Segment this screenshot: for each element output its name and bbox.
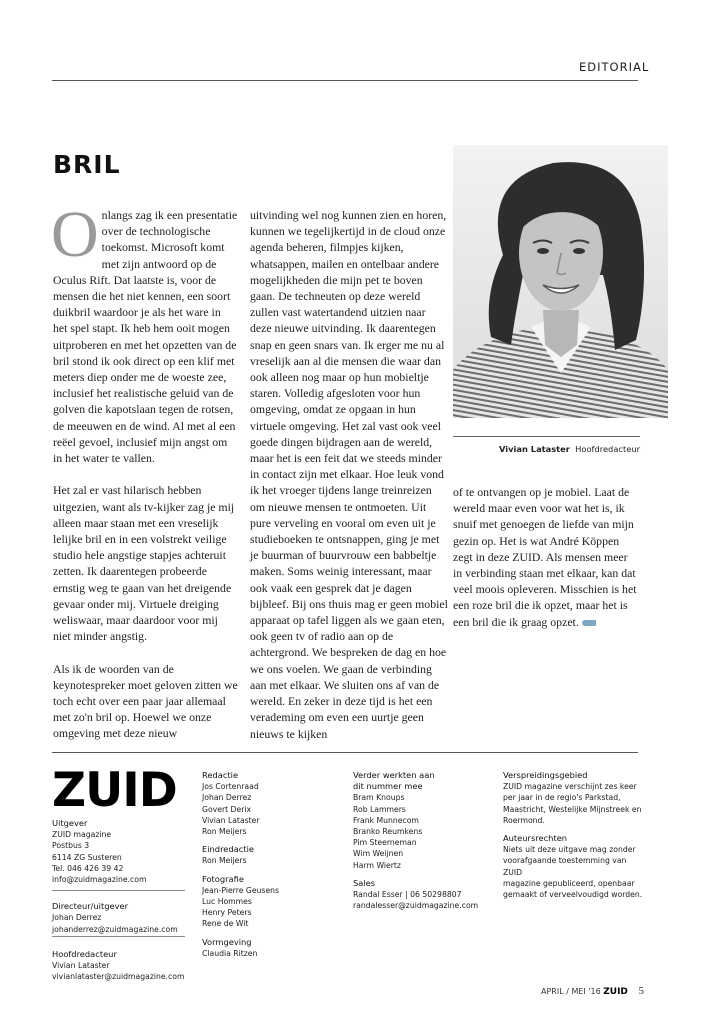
- footer-brand: ZUID: [603, 987, 628, 997]
- hoofdredacteur-line: Vivian Lataster: [52, 961, 110, 971]
- paragraph-2: Het zal er vast hilarisch hebben uitgezien, want als tv-kijker zag je mij alleen maar staan met een vreselijk lelijke bril en in een volstrekt veilige studio hele angstige stapjes achteruit zetten. Ik daarentegen probeerde ernstig weg te gaan van het dreigende gevaar onder mij. Virtuele dreiging weliswaar, maar daardoor voor mij niet minder angstig.: [53, 483, 235, 644]
- colophon-rule: [52, 752, 638, 753]
- colophon-column-2: [202, 770, 342, 959]
- colophon-divider: [52, 890, 185, 891]
- paragraph-1-text: nlangs zag ik een presentatie over de technologische toekomst. Microsoft komt met zijn antwoord op de Oculus Rift. Dat laatste is, voor de mensen die het niet kennen, een soort duikbril waardoor je als het ware in het spel stapt. Ik heb hem ooit mogen uitproberen en met het opzetten van de bril stond ik ook direct op een klif met meters diep onder me de woeste zee, inclusief het realistische geluid van de golven die kapotslaan tegen de rotsen, de meeuwen en de wind. Al met al een reëel gevoel, inclusief mijn angst om in het water te vallen.: [53, 208, 238, 466]
- eindredactie-line: Ron Meijers: [202, 856, 247, 866]
- auteursrechten-line: gemaakt of verveelvoudigd worden.: [503, 890, 643, 900]
- sales-heading: Sales: [353, 877, 376, 888]
- colophon-column-4: [503, 770, 643, 900]
- paragraph-4: uitvinding wel nog kunnen zien en horen, kunnen we tegelijkertijd in de cloud onze agenda beheren, filmpjes kijken, whatsappen, mailen en ontelbaar andere mogelijkheden die mijn pet te boven gaan. De techneuten op deze wereld zullen vast watertandend uitzien naar deze nieuwe uitvinding. Ik daarentegen snap en geen snars van. Ik erger me nu al vreselijk aan al die mensen die waar dan ook alleen nog maar op hun mobieltje staren. Volledig afgesloten voor hun omgeving, omdat ze opgaan in hun virtuele omgeving. Het zal vast ook veel goede dingen bijdragen aan de wereld, maar het is een feit dat we steeds minder in contact zijn met elkaar. Hoe leuk vond ik het vroeger tijdens lange treinreizen om nieuwe mensen te ontmoeten. Uit pure verveling en vooral om even uit je studieboeken te ontsnappen, ging je met je buurman of buurvrouw een babbeltje maken. Soms weinig interessant, maar ook vaak een gesprek dat je dagen bijbleef. Bij ons thuis mag er geen mobiel apparaat op tafel liggen als we gaan eten, ook geen tv of radio aan op de achtergrond. We bespreken de dag en hoe we ons voelen. We gaan de verbinding aan met elkaar. We sluiten ons af van de wereld. En zeker in deze tijd is het een verademing om even een uurtje geen nieuws te kijken: [250, 208, 448, 741]
- auteursrechten-line: magazine gepubliceerd, openbaar: [503, 878, 635, 888]
- verspreiding-line: Roermond.: [503, 815, 545, 825]
- fotografie-line: Henry Peters: [202, 908, 252, 918]
- verder-line: Frank Munnecom: [353, 815, 419, 825]
- fotografie-line: Jean-Pierre Geusens: [202, 885, 280, 895]
- paragraph-3: Als ik de woorden van de keynotespreker moet geloven zitten we toch echt over een paar jaar allemaal met zo'n bril op. Hoewel we onze omgeving met deze nieuw: [53, 661, 238, 741]
- article-column-1: [51, 198, 238, 758]
- sales-line: Randal Esser | 06 50298807: [353, 890, 462, 900]
- paragraph-5: [453, 484, 639, 630]
- section-label: EDITORIAL: [579, 60, 650, 74]
- paragraph-1: [51, 198, 238, 466]
- redactie-line: Johan Derrez: [202, 793, 252, 803]
- verder-line: Bram Knoups: [353, 793, 405, 803]
- sales-email: randalesser@zuidmagazine.com: [353, 901, 479, 911]
- directeur-email: johanderrez@zuidmagazine.com: [52, 924, 178, 934]
- verder-line: Harm Wiertz: [353, 860, 401, 870]
- fotografie-line: Luc Hommes: [202, 897, 252, 907]
- redactie-heading: Redactie: [202, 770, 239, 780]
- page-footer: [541, 985, 644, 997]
- issue-label: APRIL / MEI '16: [541, 987, 601, 996]
- zuid-logo: ZUID: [52, 763, 177, 818]
- hoofdredacteur-heading: Hoofdredacteur: [52, 948, 117, 959]
- colophon-divider: [52, 936, 185, 937]
- eindredactie-heading: Eindredactie: [202, 844, 254, 855]
- vormgeving-line: Claudia Ritzen: [202, 948, 258, 958]
- verspreiding-heading: Verspreidingsgebied: [503, 770, 588, 780]
- portrait-illustration: [453, 145, 668, 418]
- verder-line: Branko Reumkens: [353, 827, 423, 837]
- header-rule: [52, 80, 638, 81]
- verder-line: Rob Lammers: [353, 804, 406, 814]
- verder-heading: Verder werkten aan: [353, 770, 435, 780]
- fotografie-heading: Fotografie: [202, 873, 244, 884]
- verder-line: Pim Steerneman: [353, 838, 417, 848]
- redactie-line: Vivian Lataster: [202, 815, 260, 825]
- vormgeving-heading: Vormgeving: [202, 936, 252, 947]
- auteursrechten-line: voorafgaande toestemming van ZUID: [503, 856, 627, 877]
- redactie-line: Govert Derix: [202, 804, 252, 814]
- caption-rule: [453, 436, 640, 437]
- verspreiding-line: Maastricht, Westelijke Mijnstreek en: [503, 804, 642, 814]
- uitgever-line: Tel. 046 426 39 42: [52, 863, 124, 873]
- directeur-line: Johan Derrez: [52, 913, 102, 923]
- redactie-line: Jos Cortenraad: [202, 782, 259, 792]
- paragraph-5-text: of te ontvangen op je mobiel. Laat de wereld maar even voor wat het is, ik snuif met genoegen de liefde van mijn gezin op. Het is wat André Köppen zegt in deze ZUID. Als mensen meer in verbinding staan met elkaar, kan dat veel moois opleveren. Misschien is het een roze bril die ik opzet, maar het is een bril die ik graag opzet.: [453, 485, 637, 629]
- caption-name: Vivian Lataster: [499, 444, 570, 454]
- verspreiding-line: ZUID magazine verschijnt zes keer: [503, 782, 637, 792]
- fotografie-line: Rene de Wit: [202, 919, 249, 929]
- colophon-column-3: [353, 770, 493, 911]
- caption-role: Hoofdredacteur: [575, 444, 640, 454]
- verder-line: Wim Weijnen: [353, 849, 404, 859]
- auteursrechten-line: Niets uit deze uitgave mag zonder: [503, 845, 636, 855]
- page-number: 5: [638, 985, 644, 997]
- verspreiding-line: per jaar in de regio's Parkstad,: [503, 793, 621, 803]
- uitgever-heading: Uitgever: [52, 818, 88, 828]
- article-column-2: [250, 207, 448, 758]
- uitgever-line: ZUID magazine: [52, 830, 112, 840]
- auteursrechten-heading: Auteursrechten: [503, 833, 568, 844]
- article-title: BRIL: [53, 150, 121, 179]
- colophon-column-1: [52, 818, 192, 982]
- dropcap: O: [51, 198, 99, 271]
- verder-heading: dit nummer mee: [353, 781, 423, 792]
- hoofdredacteur-email: vivianlataster@zuidmagazine.com: [52, 972, 185, 982]
- uitgever-email: info@zuidmagazine.com: [52, 875, 147, 885]
- end-mark-icon: [582, 620, 596, 626]
- author-portrait: [453, 145, 668, 418]
- portrait-caption: [460, 444, 640, 454]
- uitgever-line: Postbus 3: [52, 841, 90, 851]
- article-column-3: [453, 484, 639, 646]
- directeur-heading: Directeur/uitgever: [52, 901, 129, 912]
- redactie-line: Ron Meijers: [202, 827, 247, 837]
- uitgever-line: 6114 ZG Susteren: [52, 852, 122, 862]
